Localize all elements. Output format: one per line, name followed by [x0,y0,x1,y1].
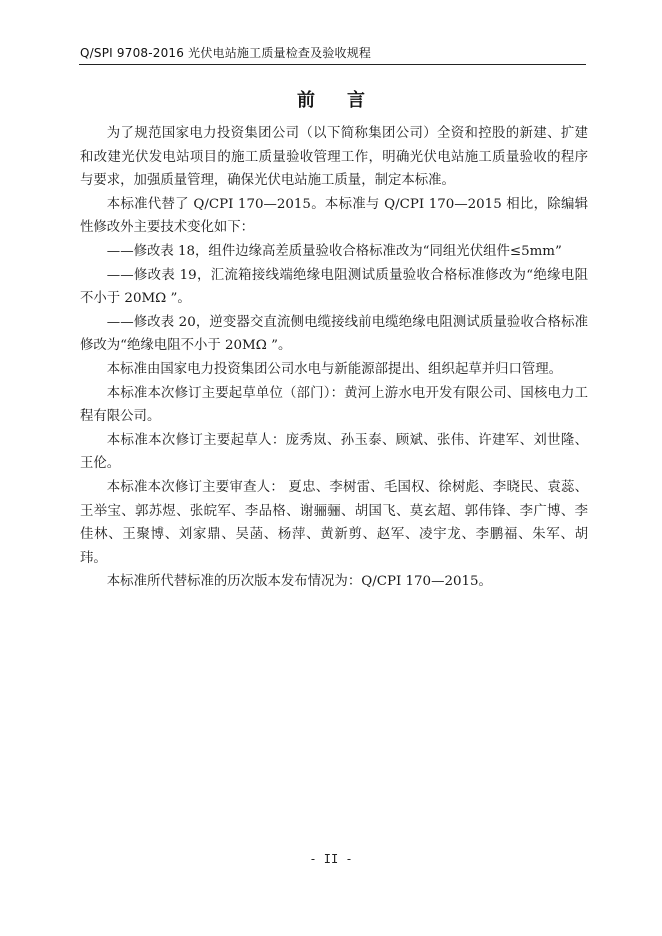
foreword-body [80,122,588,594]
paragraph-previous-editions: 本标准所代替标准的历次版本发布情况为：Q/CPI 170—2015。 [106,574,492,590]
paragraph-change-table-19: ——修改表 19，汇流箱接线端绝缘电阻测试质量验收合格标准修改为“绝缘电阻不小于 20MΩ ”。 [80,267,588,307]
paragraph-change-table-20: ——修改表 20，逆变器交直流侧电缆接线前电缆绝缘电阻测试质量验收合格标准修改为“绝缘电阻不小于 20MΩ ”。 [80,314,588,354]
paragraph-drafting-units: 本标准本次修订主要起草单位（部门）：黄河上游水电开发有限公司、国核电力工程有限公司。 [80,385,588,425]
header-divider [79,64,586,65]
page-number: - II - [309,852,353,866]
paragraph-purpose: 为了规范国家电力投资集团公司（以下简称集团公司）全资和控股的新建、扩建和改建光伏发电站项目的施工质量验收管理工作，明确光伏电站施工质量验收的程序与要求，加强质量管理，确保光伏电站施工质量，制定本标准。 [80,126,588,189]
paragraph-reviewers: 本标准本次修订主要审查人： 夏忠、李树雷、毛国权、徐树彪、李晓民、袁蕊、王举宝、郭苏煜、张皖军、李品格、谢骊骊、胡国飞、莫玄超、郭伟锋、李广博、李佳林、王聚博、刘家鼎、吴菡、杨萍、黄新剪、赵军、凌宇龙、李鹏福、朱军、胡玮。 [80,479,588,566]
paragraph-proposer: 本标准由国家电力投资集团公司水电与新能源部提出、组织起草并归口管理。 [106,361,563,377]
paragraph-change-table-18: ——修改表 18，组件边缘高差质量验收合格标准改为“同组光伏组件≤5mm” [106,243,562,259]
paragraph-drafters: 本标准本次修订主要起草人：庞秀岚、孙玉泰、顾斌、张伟、许建军、刘世隆、王伦。 [80,432,588,472]
running-header: Q/SPI 9708-2016 光伏电站施工质量检查及验收规程 [80,46,372,60]
paragraph-replacement: 本标准代替了 Q/CPI 170—2015。本标准与 Q/CPI 170—2015 相比，除编辑性修改外主要技术变化如下： [80,196,588,236]
page-title: 前言 [297,90,397,111]
